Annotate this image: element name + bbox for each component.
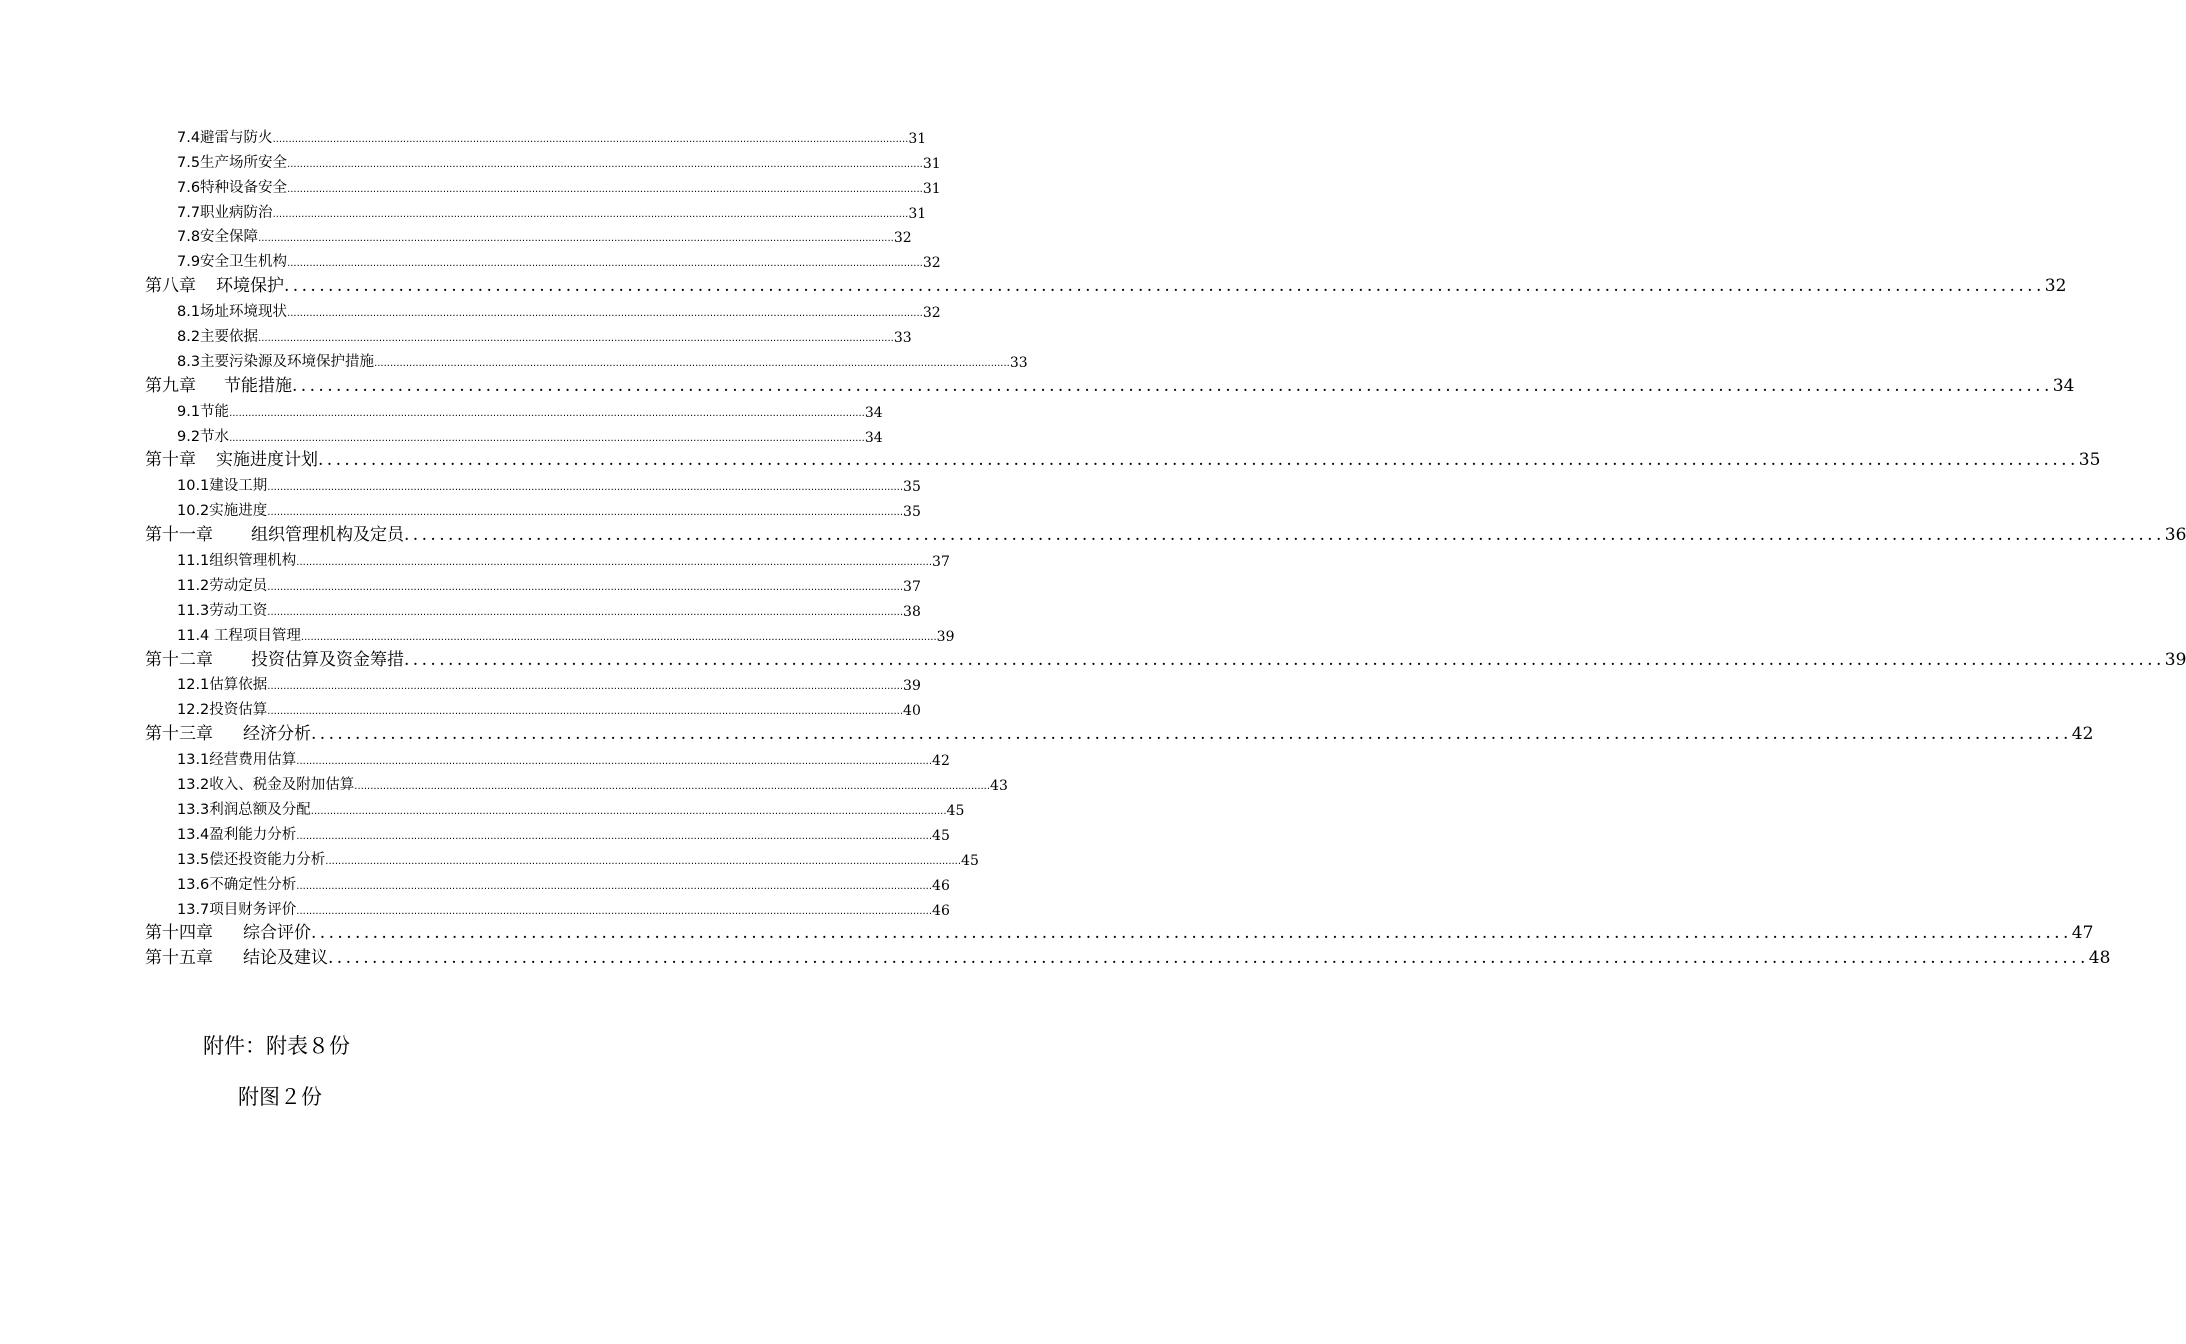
- toc-section-entry[interactable]: [145, 672, 921, 697]
- toc-chapter-entry[interactable]: [145, 945, 2111, 970]
- toc-page-number: 31: [922, 155, 941, 172]
- toc-leader-dots: ........................................................................................................................................................................................................: [296, 756, 933, 768]
- toc-page-number: 45: [946, 802, 965, 819]
- toc-page-number: 39: [903, 678, 921, 695]
- toc-section-label: 10.1建设工期: [177, 478, 268, 495]
- toc-page-number: 35: [2078, 450, 2101, 471]
- toc-section-label: 13.7项目财务评价: [177, 901, 297, 918]
- toc-chapter-label: [145, 918, 311, 945]
- toc-leader-dots: ........................................................................................................................................................................................................: [404, 525, 2165, 546]
- toc-section-entry[interactable]: [145, 821, 950, 846]
- toc-page-number: 33: [1009, 354, 1028, 371]
- toc-chapter-title: 综合评价: [243, 923, 311, 944]
- toc-section-label: 7.4避雷与防火: [177, 129, 273, 146]
- toc-chapter-number: 第八章: [145, 276, 196, 297]
- toc-chapter-entry[interactable]: [145, 522, 2186, 547]
- toc-leader-dots: ........................................................................................................................................................................................................: [296, 830, 933, 842]
- toc-page-number: 34: [864, 404, 883, 421]
- toc-page-number: 32: [2044, 276, 2067, 297]
- toc-page-number: 31: [908, 130, 927, 147]
- toc-leader-dots: ........................................................................................................................................................................................................: [328, 948, 2089, 969]
- toc-section-entry[interactable]: [145, 174, 941, 199]
- toc-page-number: 48: [2088, 948, 2111, 969]
- toc-leader-dots: ........................................................................................................................................................................................................: [258, 233, 894, 245]
- toc-section-entry[interactable]: [145, 248, 941, 273]
- toc-section-label: 13.1经营费用估算: [177, 752, 297, 769]
- toc-chapter-number: 第十一章: [145, 525, 213, 546]
- toc-section-entry[interactable]: [145, 149, 941, 174]
- toc-chapter-number: 第十二章: [145, 649, 213, 670]
- toc-chapter-number: 第十三章: [145, 724, 213, 745]
- toc-section-label: 7.9安全卫生机构: [177, 254, 288, 271]
- toc-section-label: 11.3劳动工资: [177, 602, 268, 619]
- toc-chapter-label: [145, 271, 284, 298]
- toc-chapter-entry[interactable]: [145, 373, 2075, 398]
- toc-leader-dots: ........................................................................................................................................................................................................: [267, 482, 904, 494]
- toc-page-number: 31: [908, 205, 927, 222]
- toc-section-label: 8.3主要污染源及环境保护措施: [177, 353, 375, 370]
- toc-chapter-label: [145, 445, 318, 472]
- toc-page-number: 37: [932, 554, 950, 571]
- toc-page-number: 45: [961, 852, 979, 869]
- toc-page-number: 42: [2071, 724, 2094, 745]
- toc-leader-dots: ........................................................................................................................................................................................................: [229, 407, 865, 419]
- toc-chapter-number: 第九章: [145, 375, 196, 396]
- toc-section-label: 11.2劳动定员: [177, 577, 268, 594]
- toc-leader-dots: ........................................................................................................................................................................................................: [267, 681, 904, 693]
- toc-page-number: 31: [922, 180, 941, 197]
- toc-leader-dots: ........................................................................................................................................................................................................: [374, 357, 1010, 369]
- toc-section-entry[interactable]: [145, 597, 921, 622]
- toc-section-label: 8.1场址环境现状: [177, 304, 288, 321]
- toc-chapter-number: 第十四章: [145, 923, 213, 944]
- toc-leader-dots: ........................................................................................................................................................................................................: [287, 158, 923, 170]
- toc-page-number: 35: [903, 479, 921, 496]
- toc-leader-dots: ........................................................................................................................................................................................................: [287, 308, 923, 320]
- toc-chapter-title: 组织管理机构及定员: [251, 525, 404, 546]
- toc-leader-dots: ........................................................................................................................................................................................................: [258, 333, 894, 345]
- toc-leader-dots: ........................................................................................................................................................................................................: [311, 923, 2072, 944]
- toc-chapter-label: [145, 719, 311, 746]
- toc-section-label: 7.5生产场所安全: [177, 154, 288, 171]
- toc-section-entry[interactable]: [145, 572, 921, 597]
- toc-section-entry[interactable]: [145, 423, 883, 448]
- toc-section-entry[interactable]: [145, 298, 941, 323]
- toc-leader-dots: ........................................................................................................................................................................................................: [296, 905, 933, 917]
- toc-chapter-entry[interactable]: [145, 647, 2186, 672]
- toc-page-number: 43: [990, 778, 1008, 795]
- toc-chapter-entry[interactable]: [145, 273, 2067, 298]
- toc-section-label: 13.2收入、税金及附加估算: [177, 777, 355, 794]
- toc-leader-dots: ........................................................................................................................................................................................................: [287, 258, 923, 270]
- toc-page-number: 34: [2052, 375, 2075, 396]
- toc-section-entry[interactable]: [145, 497, 921, 522]
- toc-section-entry[interactable]: [145, 746, 950, 771]
- toc-leader-dots: ........................................................................................................................................................................................................: [296, 557, 933, 569]
- toc-page-number: 32: [922, 255, 941, 272]
- toc-section-label: 12.1估算依据: [177, 677, 268, 694]
- toc-section-entry[interactable]: [145, 896, 950, 921]
- toc-page-number: 46: [932, 902, 950, 919]
- toc-section-label: 13.4盈利能力分析: [177, 826, 297, 843]
- toc-section-label: 7.6特种设备安全: [177, 179, 288, 196]
- toc-chapter-label: [145, 943, 328, 970]
- toc-leader-dots: ........................................................................................................................................................................................................: [267, 507, 904, 519]
- toc-section-label: 8.2主要依据: [177, 329, 259, 346]
- toc-leader-dots: ........................................................................................................................................................................................................: [267, 606, 904, 618]
- toc-section-entry[interactable]: [145, 622, 955, 647]
- toc-page-number: 37: [903, 578, 921, 595]
- toc-section-label: 13.6不确定性分析: [177, 876, 297, 893]
- toc-section-label: 10.2实施进度: [177, 503, 268, 520]
- toc-page-number: 35: [903, 504, 921, 521]
- toc-section-label: 9.1节能: [177, 403, 230, 420]
- toc-page-number: 32: [922, 305, 941, 322]
- toc-section-entry[interactable]: [145, 771, 1008, 796]
- toc-page-number: 39: [2164, 649, 2186, 670]
- toc-chapter-title: 结论及建议: [243, 948, 328, 969]
- toc-leader-dots: ........................................................................................................................................................................................................: [287, 183, 923, 195]
- toc-chapter-title: 经济分析: [243, 724, 311, 745]
- toc-leader-dots: ........................................................................................................................................................................................................: [229, 432, 865, 444]
- toc-section-entry[interactable]: [145, 547, 950, 572]
- toc-leader-dots: ........................................................................................................................................................................................................: [292, 375, 2053, 396]
- toc-leader-dots: ........................................................................................................................................................................................................: [272, 133, 909, 145]
- toc-page-number: 32: [893, 230, 912, 247]
- attachment-tables: 附件：附表８份: [203, 1034, 350, 1058]
- toc-leader-dots: ........................................................................................................................................................................................................: [318, 450, 2079, 471]
- toc-section-label: 9.2节水: [177, 428, 230, 445]
- toc-leader-dots: ........................................................................................................................................................................................................: [272, 208, 909, 220]
- toc-leader-dots: ........................................................................................................................................................................................................: [311, 724, 2072, 745]
- toc-section-entry[interactable]: [145, 696, 921, 721]
- toc-leader-dots: ........................................................................................................................................................................................................: [354, 781, 991, 793]
- toc-leader-dots: ........................................................................................................................................................................................................: [284, 276, 2045, 297]
- toc-section-entry[interactable]: [145, 472, 921, 497]
- toc-leader-dots: ........................................................................................................................................................................................................: [267, 581, 904, 593]
- toc-section-entry[interactable]: [145, 124, 927, 149]
- toc-page-number: 42: [932, 753, 950, 770]
- toc-section-entry[interactable]: [145, 348, 1028, 373]
- toc-chapter-entry[interactable]: [145, 448, 2101, 473]
- toc-leader-dots: ........................................................................................................................................................................................................: [296, 880, 933, 892]
- toc-page-number: 40: [903, 703, 921, 720]
- toc-chapter-label: [145, 520, 404, 547]
- toc-section-entry[interactable]: [145, 846, 979, 871]
- toc-page-number: 47: [2071, 923, 2094, 944]
- toc-chapter-title: 节能措施: [224, 375, 292, 396]
- toc-section-entry[interactable]: [145, 398, 883, 423]
- toc-section-label: 11.1组织管理机构: [177, 553, 297, 570]
- toc-page-number: 34: [864, 429, 883, 446]
- toc-page-number: 45: [932, 827, 950, 844]
- toc-section-label: 13.3利润总额及分配: [177, 801, 311, 818]
- toc-page-number: 39: [936, 628, 955, 645]
- toc-chapter-number: 第十章: [145, 450, 196, 471]
- toc-section-label: 13.5偿还投资能力分析: [177, 851, 326, 868]
- toc-section-label: 12.2投资估算: [177, 702, 268, 719]
- toc-section-entry[interactable]: [145, 199, 927, 224]
- toc-section-entry[interactable]: [145, 796, 965, 821]
- toc-section-entry[interactable]: [145, 224, 912, 249]
- attachment-figures: 附图２份: [238, 1085, 322, 1109]
- toc-chapter-entry[interactable]: [145, 921, 2094, 946]
- toc-section-label: 11.4 工程项目管理: [177, 627, 301, 644]
- toc-page-number: 36: [2164, 525, 2186, 546]
- toc-chapter-title: 投资估算及资金筹措: [251, 649, 404, 670]
- toc-chapter-title: 环境保护: [216, 276, 284, 297]
- toc-chapter-number: 第十五章: [145, 948, 213, 969]
- toc-section-label: 7.8安全保障: [177, 229, 259, 246]
- toc-leader-dots: ........................................................................................................................................................................................................: [267, 706, 904, 718]
- toc-page-number: 38: [903, 603, 921, 620]
- toc-section-entry[interactable]: [145, 871, 950, 896]
- toc-leader-dots: ........................................................................................................................................................................................................: [300, 631, 937, 643]
- toc-leader-dots: ........................................................................................................................................................................................................: [310, 805, 947, 817]
- toc-chapter-label: [145, 645, 404, 672]
- toc-leader-dots: ........................................................................................................................................................................................................: [404, 649, 2165, 670]
- toc-section-label: 7.7职业病防治: [177, 204, 273, 221]
- toc-section-entry[interactable]: [145, 323, 912, 348]
- toc-page-number: 46: [932, 877, 950, 894]
- toc-chapter-title: 实施进度计划: [216, 450, 318, 471]
- toc-chapter-label: [145, 371, 292, 398]
- table-of-contents: [145, 124, 2186, 970]
- toc-leader-dots: ........................................................................................................................................................................................................: [325, 855, 962, 867]
- toc-page-number: 33: [893, 330, 912, 347]
- toc-chapter-entry[interactable]: [145, 721, 2094, 746]
